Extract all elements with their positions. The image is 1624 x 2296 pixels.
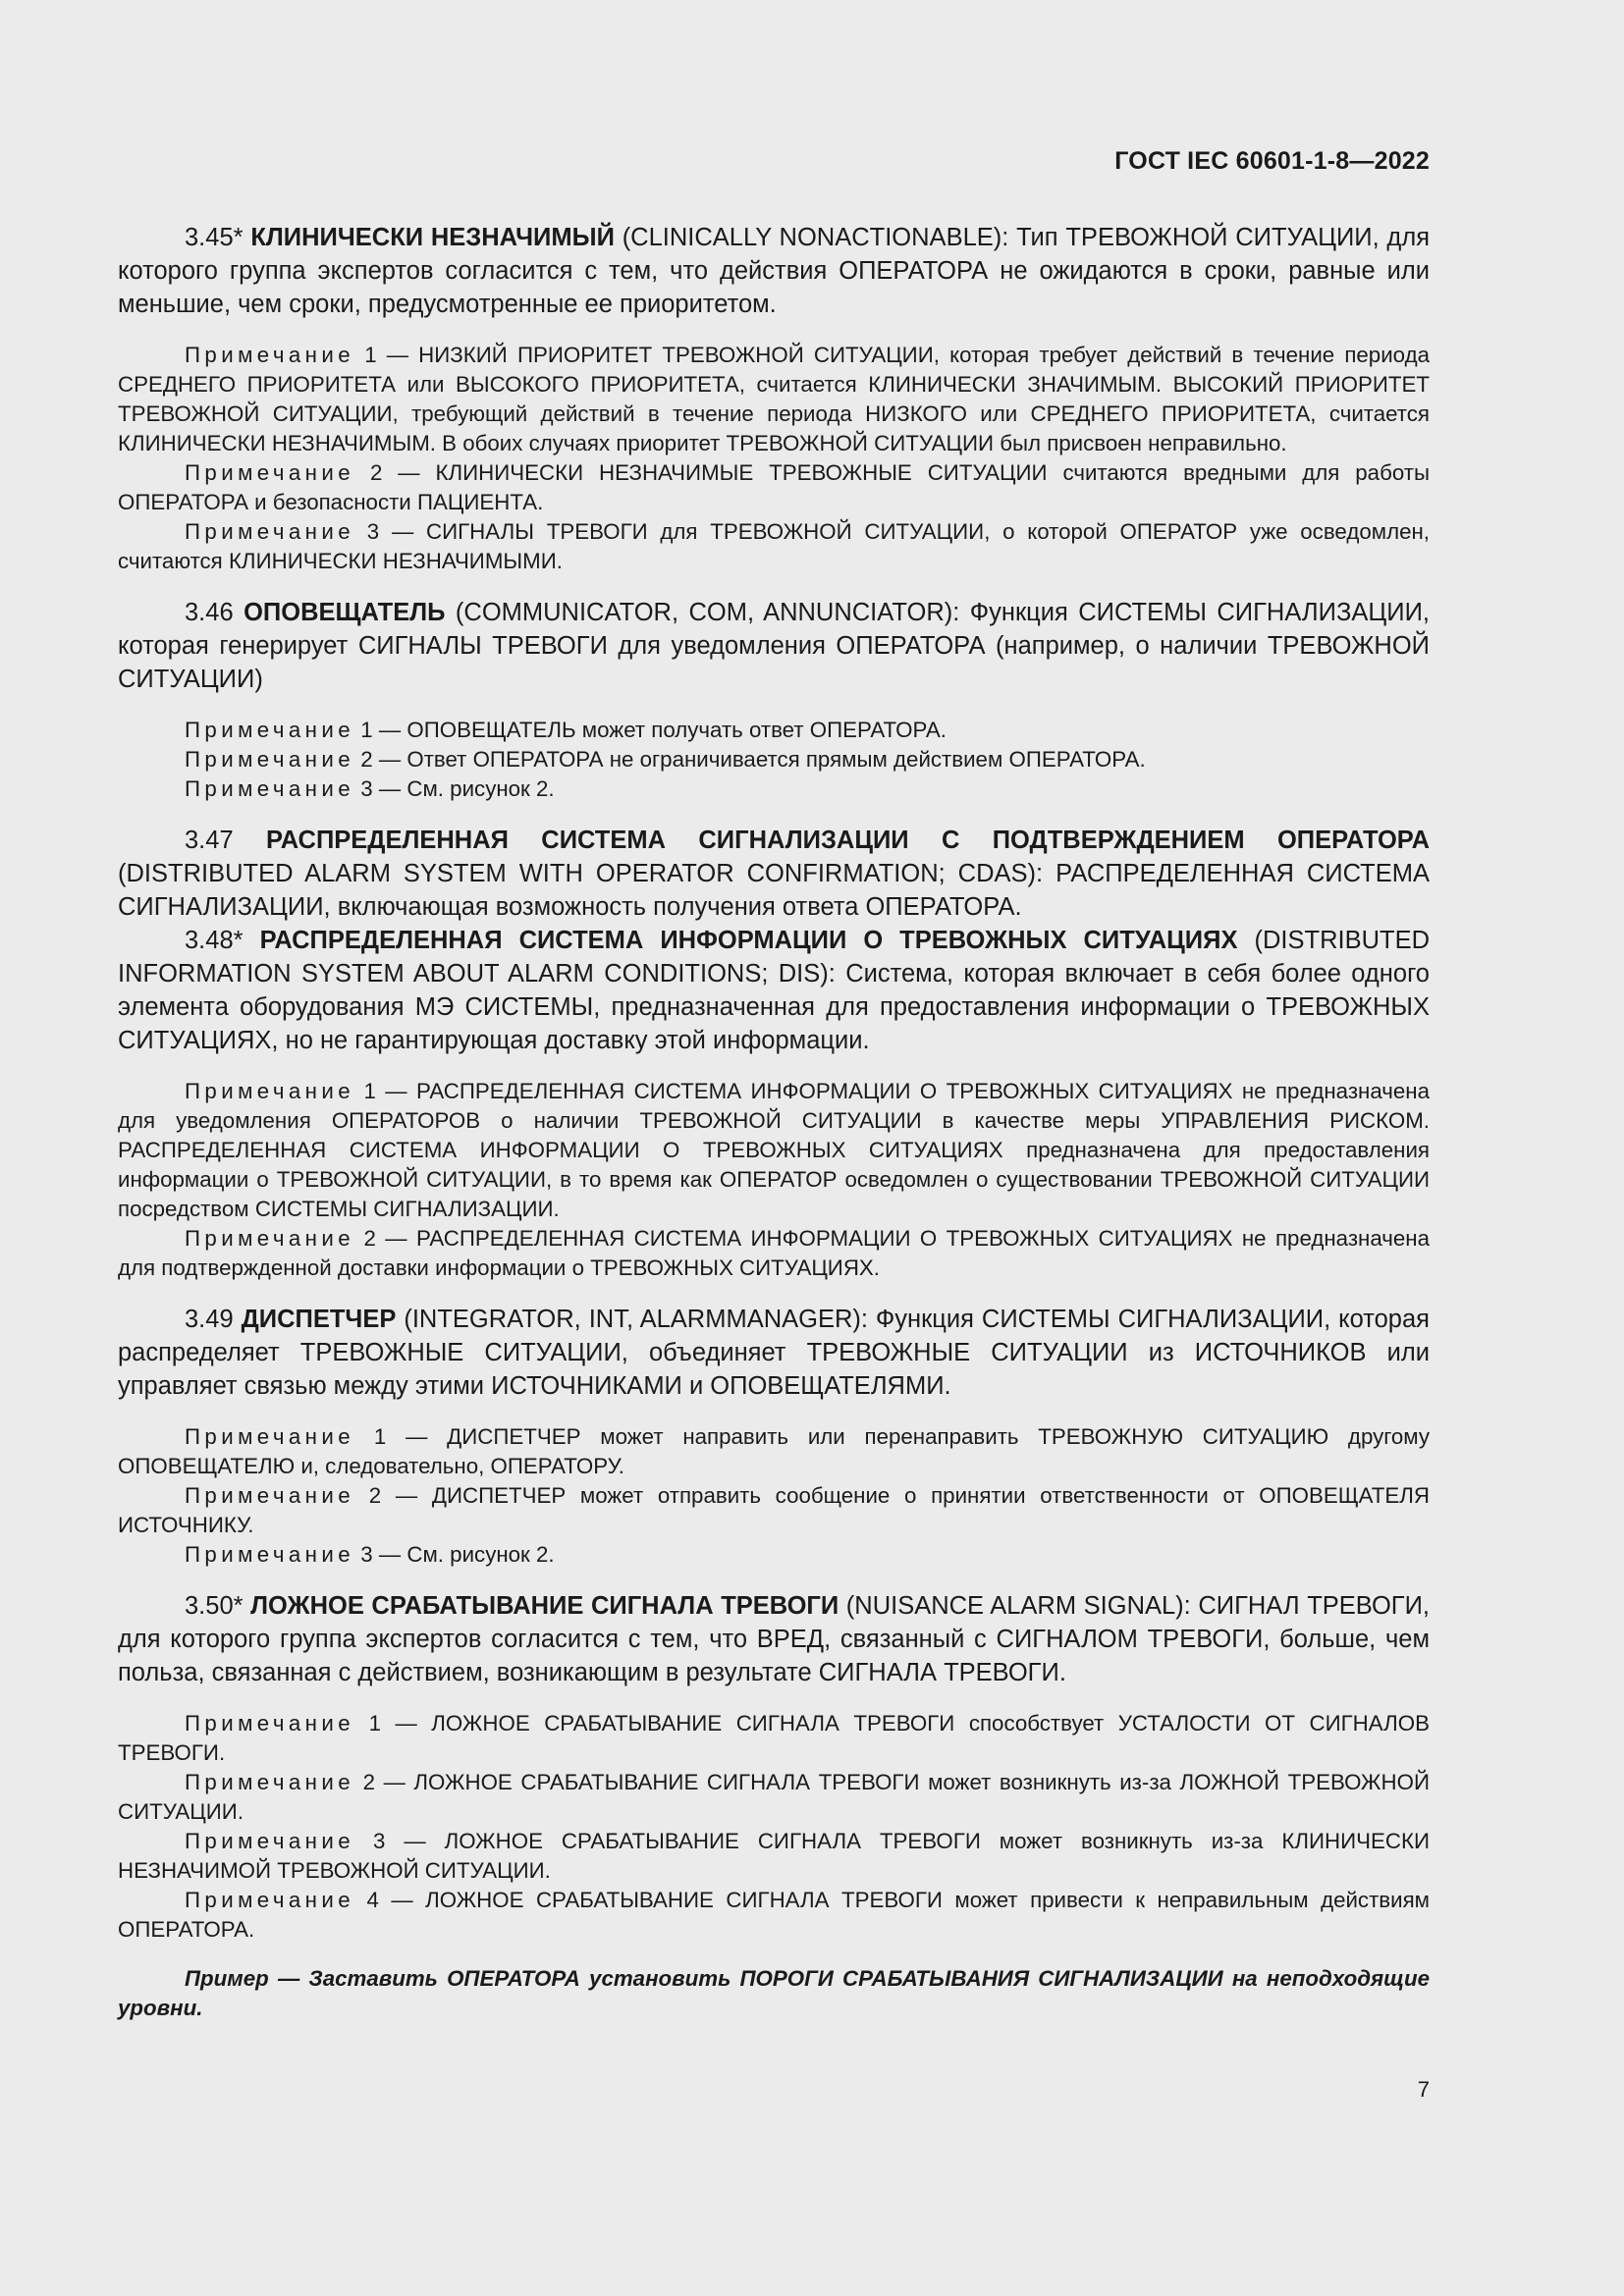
entry-text: (CLINICALLY NONACTIONABLE): Тип ТРЕВОЖНОЙ СИТУАЦИИ, для которого группа экспертов согласится с тем, что действия ОПЕРАТОРА не ожидаются в сроки, равные или меньшие, чем сроки, предусмотренные ее приоритетом.: [118, 224, 1431, 318]
note-text: — См. рисунок 2.: [378, 1542, 555, 1567]
entry-text: (COMMUNICATOR, COM, ANNUNCIATOR): Функция СИСТЕМЫ СИГНАЛИЗАЦИИ, которая генерирует СИГНАЛЫ ТРЕВОГИ для уведомления ОПЕРАТОРА (например, о наличии ТРЕВОЖНОЙ СИТУАЦИИ): [118, 599, 1430, 693]
entry-number: 3.47: [185, 827, 234, 854]
note-text: — СИГНАЛЫ ТРЕВОГИ для ТРЕВОЖНОЙ СИТУАЦИИ, о которой ОПЕРАТОР уже осведомлен, считаются КЛИНИЧЕСКИ НЕЗНАЧИМЫМИ.: [118, 519, 1430, 573]
standard-header: ГОСТ IEC 60601-1-8—2022: [1114, 147, 1430, 175]
note-number: 2: [362, 1770, 376, 1794]
definition-entry: [118, 1589, 1430, 1689]
note-label: Примечание: [185, 776, 355, 801]
note-number: 3: [360, 776, 373, 801]
note: [118, 1886, 1430, 1945]
note: [118, 1768, 1430, 1827]
note-number: 2: [368, 1483, 382, 1508]
note-label: Примечание: [185, 519, 355, 544]
note-text: — ОПОВЕЩАТЕЛЬ может получать ответ ОПЕРАТОРА.: [378, 718, 947, 742]
note-label: Примечание: [185, 1711, 355, 1735]
notes-block: [118, 716, 1430, 804]
entry-term: ДИСПЕТЧЕР: [241, 1306, 397, 1333]
note-number: 2: [369, 460, 383, 485]
notes-block: [118, 1077, 1430, 1283]
entry-number: 3.49: [185, 1306, 234, 1333]
entry-text: (NUISANCE ALARM SIGNAL): СИГНАЛ ТРЕВОГИ, для которого группа экспертов согласится с тем, что ВРЕД, связанный с СИГНАЛОМ ТРЕВОГИ, больше, чем польза, связанная с действием, возникающим в результате СИГНАЛА ТРЕВОГИ.: [118, 1592, 1431, 1686]
note: [118, 1827, 1430, 1886]
note: [118, 458, 1430, 517]
entry-number: 3.46: [185, 599, 234, 626]
note: [118, 716, 1430, 745]
definition-entry: [118, 824, 1430, 924]
entry-text: (DISTRIBUTED INFORMATION SYSTEM ABOUT ALARM CONDITIONS; DIS): Система, которая включает в себя более одного элемента оборудования МЭ СИСТЕМЫ, предназначенная для предоставления информации о ТРЕВОЖНЫХ СИТУАЦИЯХ, но не гарантирующая доставку этой информации.: [118, 927, 1431, 1054]
note-label: Примечание: [185, 1226, 355, 1251]
note: [118, 1077, 1430, 1224]
note-label: Примечание: [185, 718, 355, 742]
note-number: 1: [368, 1711, 381, 1735]
document-body: [118, 221, 1430, 2023]
note-number: 3: [366, 519, 380, 544]
entry-text: (INTEGRATOR, INT, ALARMMANAGER): Функция СИСТЕМЫ СИГНАЛИЗАЦИИ, которая распределяет ТРЕВОЖНЫЕ СИТУАЦИИ, объединяет ТРЕВОЖНЫЕ СИТУАЦИИ из ИСТОЧНИКОВ или управляет связью между этими ИСТОЧНИКАМИ и ОПОВЕЩАТЕЛЯМИ.: [118, 1306, 1430, 1400]
note-number: 4: [366, 1888, 379, 1912]
note-number: 3: [373, 1829, 386, 1853]
note-text: — См. рисунок 2.: [378, 776, 555, 801]
note-number: 1: [364, 343, 377, 367]
note-text: — ЛОЖНОЕ СРАБАТЫВАНИЕ СИГНАЛА ТРЕВОГИ может возникнуть из-за КЛИНИЧЕСКИ НЕЗНАЧИМОЙ ТРЕВОЖНОЙ СИТУАЦИИ.: [118, 1829, 1430, 1883]
note: [118, 1224, 1430, 1283]
note-number: 1: [363, 1079, 376, 1103]
note-text: — ДИСПЕТЧЕР может направить или перенаправить ТРЕВОЖНУЮ СИТУАЦИЮ другому ОПОВЕЩАТЕЛЮ и, следовательно, ОПЕРАТОРУ.: [118, 1424, 1431, 1478]
notes-block: [118, 1422, 1430, 1570]
note: [118, 745, 1430, 774]
example-text: Пример — Заставить ОПЕРАТОРА установить ПОРОГИ СРАБАТЫВАНИЯ СИГНАЛИЗАЦИИ на неподходящие уровни.: [118, 1966, 1430, 2020]
definition-entry: [118, 221, 1430, 321]
note-text: — ЛОЖНОЕ СРАБАТЫВАНИЕ СИГНАЛА ТРЕВОГИ может возникнуть из-за ЛОЖНОЙ ТРЕВОЖНОЙ СИТУАЦИИ.: [118, 1770, 1430, 1824]
note-number: 2: [363, 1226, 376, 1251]
note-text: — РАСПРЕДЕЛЕННАЯ СИСТЕМА ИНФОРМАЦИИ О ТРЕВОЖНЫХ СИТУАЦИЯХ не предназначена для уведомления ОПЕРАТОРОВ о наличии ТРЕВОЖНОЙ СИТУАЦИИ в качестве меры УПРАВЛЕНИЯ РИСКОМ. РАСПРЕДЕЛЕННАЯ СИСТЕМА ИНФОРМАЦИИ О ТРЕВОЖНЫХ СИТУАЦИЯХ предназначена для предоставления информации о ТРЕВОЖНОЙ СИТУАЦИИ, в то время как ОПЕРАТОР осведомлен о существовании ТРЕВОЖНОЙ СИТУАЦИИ посредством СИСТЕМЫ СИГНАЛИЗАЦИИ.: [118, 1079, 1431, 1221]
note-label: Примечание: [185, 1888, 355, 1912]
note-text: — ЛОЖНОЕ СРАБАТЫВАНИЕ СИГНАЛА ТРЕВОГИ может привести к неправильным действиям ОПЕРАТОРА.: [118, 1888, 1430, 1942]
entry-term: РАСПРЕДЕЛЕННАЯ СИСТЕМА СИГНАЛИЗАЦИИ С ПОДТВЕРЖДЕНИЕМ ОПЕРАТОРА: [265, 827, 1430, 854]
note: [118, 1709, 1430, 1768]
note-text: — ЛОЖНОЕ СРАБАТЫВАНИЕ СИГНАЛА ТРЕВОГИ способствует УСТАЛОСТИ ОТ СИГНАЛОВ ТРЕВОГИ.: [118, 1711, 1430, 1765]
note-label: Примечание: [185, 1483, 355, 1508]
note-number: 3: [360, 1542, 373, 1567]
note-label: Примечание: [185, 1770, 355, 1794]
note-label: Примечание: [185, 1424, 355, 1449]
entry-term: ОПОВЕЩАТЕЛЬ: [244, 599, 446, 626]
note-number: 1: [373, 1424, 387, 1449]
note: [118, 1540, 1430, 1570]
note-text: — НИЗКИЙ ПРИОРИТЕТ ТРЕВОЖНОЙ СИТУАЦИИ, которая требует действий в течение периода СРЕДНЕГО ПРИОРИТЕТА или ВЫСОКОГО ПРИОРИТЕТА, считается КЛИНИЧЕСКИ ЗНАЧИМЫМ. ВЫСОКИЙ ПРИОРИТЕТ ТРЕВОЖНОЙ СИТУАЦИИ, требующий действий в течение периода НИЗКОГО или СРЕДНЕГО ПРИОРИТЕТА, считается КЛИНИЧЕСКИ НЕЗНАЧИМЫМ. В обоих случаях приоритет ТРЕВОЖНОЙ СИТУАЦИИ был присвоен неправильно.: [118, 343, 1430, 455]
entry-number: 3.50*: [185, 1592, 244, 1620]
entry-term: КЛИНИЧЕСКИ НЕЗНАЧИМЫЙ: [250, 224, 615, 251]
entry-text: (DISTRIBUTED ALARM SYSTEM WITH OPERATOR CONFIRMATION; CDAS): РАСПРЕДЕЛЕННАЯ СИСТЕМА СИГНАЛИЗАЦИИ, включающая возможность получения ответа ОПЕРАТОРА.: [118, 860, 1430, 921]
notes-block: [118, 341, 1430, 576]
notes-block: [118, 1709, 1430, 1945]
note-label: Примечание: [185, 343, 355, 367]
note-label: Примечание: [185, 1829, 355, 1853]
entry-term: ЛОЖНОЕ СРАБАТЫВАНИЕ СИГНАЛА ТРЕВОГИ: [250, 1592, 839, 1620]
note-label: Примечание: [185, 460, 355, 485]
note-text: — РАСПРЕДЕЛЕННАЯ СИСТЕМА ИНФОРМАЦИИ О ТРЕВОЖНЫХ СИТУАЦИЯХ не предназначена для подтвержденной доставки информации о ТРЕВОЖНЫХ СИТУАЦИЯХ.: [118, 1226, 1431, 1280]
note-label: Примечание: [185, 1542, 355, 1567]
entry-term: РАСПРЕДЕЛЕННАЯ СИСТЕМА ИНФОРМАЦИИ О ТРЕВОЖНЫХ СИТУАЦИЯХ: [259, 927, 1238, 954]
note: [118, 1422, 1430, 1481]
entry-number: 3.45*: [185, 224, 244, 251]
note-text: — Ответ ОПЕРАТОРА не ограничивается прямым действием ОПЕРАТОРА.: [378, 747, 1146, 772]
definition-entry: [118, 1303, 1430, 1403]
note: [118, 1481, 1430, 1540]
note-label: Примечание: [185, 747, 355, 772]
note: [118, 517, 1430, 576]
definition-entry: [118, 596, 1430, 696]
note: [118, 341, 1430, 458]
note-text: — КЛИНИЧЕСКИ НЕЗНАЧИМЫЕ ТРЕВОЖНЫЕ СИТУАЦИИ считаются вредными для работы ОПЕРАТОРА и безопасности ПАЦИЕНТА.: [118, 460, 1430, 514]
note-text: — ДИСПЕТЧЕР может отправить сообщение о принятии ответственности от ОПОВЕЩАТЕЛЯ ИСТОЧНИКУ.: [118, 1483, 1430, 1537]
note-number: 2: [360, 747, 373, 772]
page-number: 7: [1417, 2077, 1430, 2102]
definition-entry: [118, 924, 1430, 1057]
note-label: Примечание: [185, 1079, 355, 1103]
entry-number: 3.48*: [185, 927, 244, 954]
note: [118, 774, 1430, 804]
note-number: 1: [360, 718, 373, 742]
